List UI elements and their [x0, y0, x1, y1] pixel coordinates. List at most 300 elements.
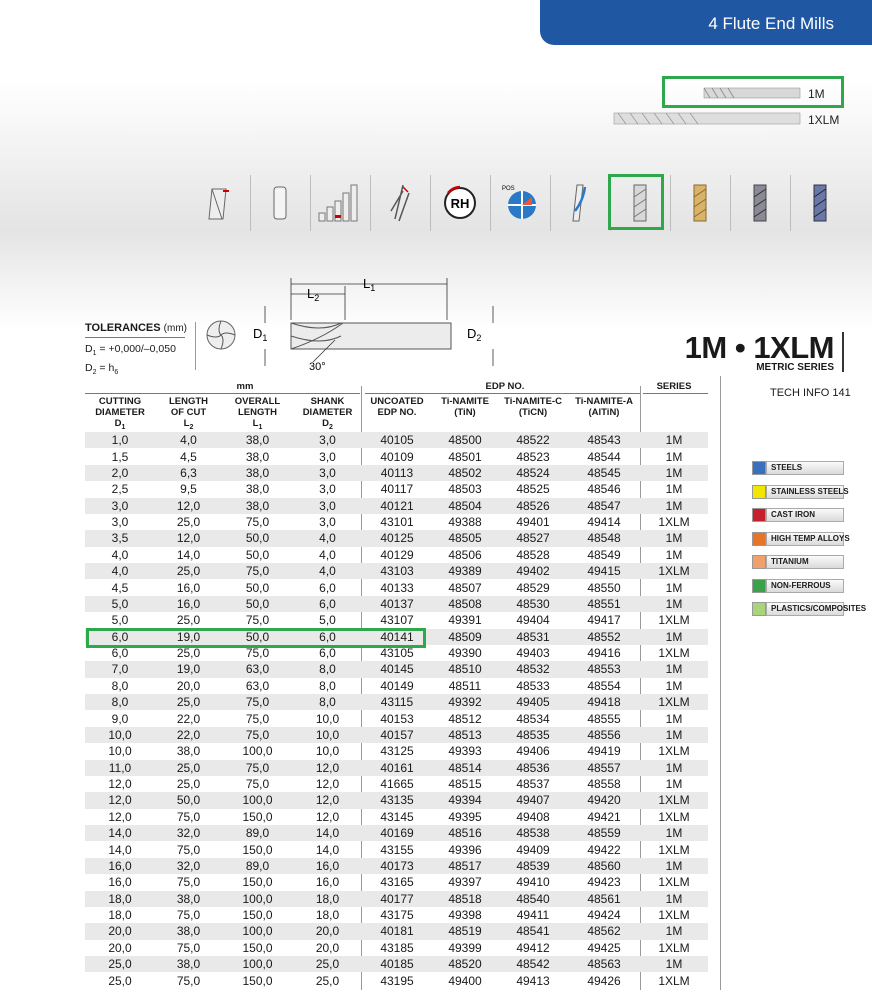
table-cell: 1M	[640, 432, 708, 448]
table-row	[85, 612, 708, 628]
table-cell: 49406	[516, 744, 550, 759]
table-row	[85, 743, 708, 759]
table-cell: 48550	[587, 580, 621, 595]
table-row	[85, 678, 708, 694]
table-cell: 40121	[362, 498, 432, 514]
table-cell: 49423	[587, 875, 621, 890]
table-cell: 50,0	[245, 580, 270, 595]
table-cell: 49417	[587, 613, 621, 628]
table-row	[85, 858, 708, 874]
tool-dimension-diagram	[195, 270, 525, 375]
table-row	[85, 481, 708, 497]
table-cell: 11,0	[85, 760, 155, 776]
table-cell: 49392	[432, 694, 498, 710]
table-cell: 1XLM	[658, 646, 690, 661]
table-row	[85, 907, 708, 923]
table-cell: 48515	[448, 777, 482, 792]
table-cell: 38,0	[155, 923, 222, 939]
table-cell: 1XLM	[658, 940, 690, 955]
table-row	[85, 448, 708, 464]
table-cell: 48547	[568, 498, 640, 514]
table-cell: 48506	[448, 547, 482, 562]
table-cell: 49425	[587, 940, 621, 955]
column-header: OVERALL LENGTH $L_1$	[234, 396, 281, 431]
table-cell: 1M	[665, 678, 683, 693]
column-header: Ti-NAMITE (TiN)	[441, 396, 489, 418]
tolerances-title: TOLERANCES (mm)	[85, 322, 187, 334]
table-row	[85, 825, 708, 841]
table-cell: 43175	[380, 908, 414, 923]
table-cell: 48545	[568, 465, 640, 481]
table-cell: 40153	[380, 711, 414, 726]
table-cell: 48539	[498, 858, 568, 874]
legend-label: HIGH TEMP ALLOYS	[766, 532, 844, 546]
legend-swatch	[752, 485, 766, 499]
table-cell: 48502	[432, 465, 498, 481]
group-mm: mm	[236, 381, 254, 392]
table-cell: 38,0	[155, 891, 222, 907]
table-cell: 49426	[587, 973, 621, 988]
table-row	[85, 694, 708, 710]
table-cell: 48533	[516, 678, 550, 693]
table-cell: 49404	[516, 613, 550, 628]
four-flute-end-view-icon	[204, 318, 238, 352]
table-cell: 1M	[665, 482, 683, 497]
table-cell: 1M	[640, 661, 708, 677]
table-cell: 1XLM	[640, 694, 708, 710]
table-cell: 20,0	[315, 940, 340, 955]
table-cell: 49402	[498, 563, 568, 579]
table-cell: 49409	[516, 842, 550, 857]
legend-swatch	[752, 555, 766, 569]
table-cell: 20,0	[293, 923, 362, 939]
table-cell: 50,0	[222, 596, 293, 612]
table-cell: 8,0	[293, 694, 362, 710]
table-cell: 48548	[568, 530, 640, 546]
table-cell: 8,0	[111, 678, 129, 693]
table-cell: 48560	[568, 858, 640, 874]
table-cell: 48532	[498, 661, 568, 677]
table-cell: 48518	[432, 891, 498, 907]
table-cell: 1M	[640, 825, 708, 841]
table-cell: 12,0	[293, 760, 362, 776]
table-cell: 48503	[448, 482, 482, 497]
table-cell: 49400	[448, 973, 482, 988]
table-cell: 38,0	[222, 432, 293, 448]
table-cell: 75,0	[176, 875, 201, 890]
table-cell: 48535	[498, 727, 568, 743]
table-cell: 40173	[362, 858, 432, 874]
column-header: LENGTH OF CUT $L_2$	[168, 396, 209, 431]
table-cell: 48541	[498, 923, 568, 939]
table-cell: 48527	[498, 530, 568, 546]
table-cell: 3,0	[319, 449, 336, 464]
table-row	[85, 923, 708, 939]
edp-rule	[365, 393, 640, 394]
table-cell: 49395	[448, 809, 482, 824]
table-cell: 48507	[448, 580, 482, 595]
right-hand-icon	[430, 175, 488, 231]
table-cell: 6,0	[85, 629, 155, 645]
legend-swatch	[752, 508, 766, 522]
table-cell: 20,0	[176, 678, 201, 693]
table-cell: 25,0	[176, 515, 201, 530]
table-cell: 48538	[498, 825, 568, 841]
table-cell: 32,0	[155, 825, 222, 841]
table-row	[85, 563, 708, 579]
table-cell: 4,0	[155, 432, 222, 448]
table-cell: 49398	[448, 908, 482, 923]
table-cell: 3,0	[111, 515, 129, 530]
table-cell: 150,0	[242, 875, 273, 890]
table-cell: 40145	[362, 661, 432, 677]
table-cell: 18,0	[85, 891, 155, 907]
table-cell: 48508	[432, 596, 498, 612]
table-cell: 16,0	[155, 596, 222, 612]
table-cell: 150,0	[242, 842, 273, 857]
table-cell: 6,0	[319, 646, 336, 661]
table-cell: 63,0	[245, 678, 270, 693]
table-cell: 48525	[516, 482, 550, 497]
table-cell: 48543	[568, 432, 640, 448]
table-cell: 50,0	[155, 792, 222, 808]
table-row	[85, 710, 708, 726]
table-cell: 48536	[498, 760, 568, 776]
table-cell: 48505	[432, 530, 498, 546]
table-row	[85, 940, 708, 956]
table-cell: 49424	[587, 908, 621, 923]
table-cell: 75,0	[245, 777, 270, 792]
table-cell: 48554	[587, 678, 621, 693]
table-cell: 49397	[448, 875, 482, 890]
table-cell: 48500	[432, 432, 498, 448]
table-cell: 49422	[587, 842, 621, 857]
table-cell: 48514	[432, 760, 498, 776]
table-cell: 16,0	[315, 875, 340, 890]
table-cell: 1M	[640, 956, 708, 972]
column-header: Ti-NAMITE-A (AlTiN)	[575, 396, 633, 418]
table-cell: 43125	[380, 744, 414, 759]
table-cell: 49414	[587, 515, 621, 530]
d1-label: $D_1$	[253, 326, 268, 343]
table-cell: 48557	[568, 760, 640, 776]
table-cell: 38,0	[155, 956, 222, 972]
table-cell: 25,0	[176, 777, 201, 792]
legend-label: STEELS	[766, 461, 844, 475]
table-cell: 75,0	[245, 515, 270, 530]
coated-mill-icon	[550, 175, 608, 231]
table-cell: 89,0	[222, 825, 293, 841]
mm-rule	[85, 393, 360, 394]
table-cell: 3,0	[319, 515, 336, 530]
table-cell: 75,0	[245, 613, 270, 628]
table-cell: 16,0	[176, 580, 201, 595]
table-cell: 16,0	[85, 858, 155, 874]
table-cell: 38,0	[245, 449, 270, 464]
table-cell: 12,0	[315, 777, 340, 792]
selected-icon-highlight	[608, 174, 664, 230]
table-cell: 1M	[640, 596, 708, 612]
table-cell: 100,0	[222, 923, 293, 939]
table-cell: 48520	[432, 956, 498, 972]
table-cell: 4,0	[85, 563, 155, 579]
table-cell: 1XLM	[658, 809, 690, 824]
table-cell: 16,0	[293, 858, 362, 874]
table-cell: 25,0	[155, 760, 222, 776]
table-cell: 43165	[380, 875, 414, 890]
table-cell: 8,0	[319, 678, 336, 693]
table-cell: 9,5	[180, 482, 197, 497]
column-header: Ti-NAMITE-C (TiCN)	[504, 396, 562, 418]
table-cell: 20,0	[85, 923, 155, 939]
table-cell: 75,0	[245, 711, 270, 726]
table-row	[85, 465, 708, 481]
table-cell: 1XLM	[658, 613, 690, 628]
table-cell: 14,0	[315, 842, 340, 857]
table-cell: 48529	[516, 580, 550, 595]
table-cell: 16,0	[108, 875, 132, 890]
legend-label: CAST IRON	[766, 508, 844, 522]
table-cell: 3,0	[293, 498, 362, 514]
table-cell: 75,0	[176, 809, 201, 824]
column-header: UNCOATED EDP NO.	[370, 396, 424, 418]
table-cell: 48540	[498, 891, 568, 907]
table-cell: 49390	[448, 646, 482, 661]
table-cell: 10,0	[293, 727, 362, 743]
table-cell: 1XLM	[658, 842, 690, 857]
table-cell: 6,3	[155, 465, 222, 481]
table-cell: 49419	[587, 744, 621, 759]
table-cell: 100,0	[222, 956, 293, 972]
group-series: SERIES	[656, 381, 692, 392]
table-cell: 6,0	[111, 646, 129, 661]
table-cell: 12,0	[315, 809, 340, 824]
product-title: 1M • 1XLM	[684, 330, 834, 365]
table-cell: 48556	[568, 727, 640, 743]
legend-swatch	[752, 532, 766, 546]
table-cell: 4,5	[180, 449, 197, 464]
selected-row-highlight	[86, 628, 426, 648]
table-cell: 1M	[640, 858, 708, 874]
table-cell: 38,0	[245, 482, 270, 497]
table-cell: 48537	[516, 777, 550, 792]
table-cell: 48522	[498, 432, 568, 448]
table-cell: 12,0	[155, 498, 222, 514]
table-row	[85, 972, 708, 988]
table-cell: 40177	[362, 891, 432, 907]
series-label-1m: 1M	[808, 87, 825, 101]
table-cell: 49416	[587, 646, 621, 661]
table-cell: 48510	[432, 661, 498, 677]
table-cell: 49403	[516, 646, 550, 661]
table-cell: 49396	[448, 842, 482, 857]
table-cell: 1M	[640, 727, 708, 743]
table-cell: 40185	[362, 956, 432, 972]
table-cell: 1M	[640, 498, 708, 514]
table-cell: 75,0	[222, 694, 293, 710]
table-cell: 19,0	[155, 629, 222, 645]
table-cell: 3,0	[293, 432, 362, 448]
table-cell: 48523	[516, 449, 550, 464]
tolerances-block	[85, 322, 187, 376]
table-cell: 25,0	[85, 956, 155, 972]
table-cell: 38,0	[222, 498, 293, 514]
table-cell: 1M	[665, 580, 683, 595]
table-cell: 18,0	[108, 908, 132, 923]
table-cell: 75,0	[176, 842, 201, 857]
table-cell: 48531	[498, 629, 568, 645]
table-cell: 5,0	[85, 596, 155, 612]
table-cell: 1XLM	[658, 875, 690, 890]
table-cell: 50,0	[245, 547, 270, 562]
table-cell: 48509	[432, 629, 498, 645]
table-cell: 43185	[380, 940, 414, 955]
table-cell: 1M	[665, 711, 683, 726]
table-cell: 1M	[665, 777, 683, 792]
series-tool-images	[0, 0, 872, 140]
l1-label: $L_1$	[363, 276, 376, 293]
table-cell: 25,0	[293, 956, 362, 972]
table-cell: 48519	[432, 923, 498, 939]
table-cell: 40181	[362, 923, 432, 939]
table-cell: 1M	[640, 465, 708, 481]
table-cell: 48551	[568, 596, 640, 612]
table-cell: 48552	[568, 629, 640, 645]
helix-icon	[370, 175, 428, 231]
pos-globe-icon	[490, 175, 548, 231]
table-cell: 3,0	[293, 465, 362, 481]
table-cell: 12,0	[155, 530, 222, 546]
table-cell: 1XLM	[640, 563, 708, 579]
table-cell: 40149	[380, 678, 414, 693]
table-cell: 4,0	[293, 530, 362, 546]
table-cell: 10,0	[108, 744, 132, 759]
table-cell: 6,0	[293, 596, 362, 612]
table-cell: 150,0	[242, 908, 273, 923]
table-cell: 43195	[380, 973, 414, 988]
table-cell: 75,0	[176, 908, 201, 923]
legend-label: TITANIUM	[766, 555, 844, 569]
table-cell: 3,0	[85, 498, 155, 514]
table-cell: 8,0	[293, 661, 362, 677]
table-cell: 25,0	[155, 694, 222, 710]
table-cell: 48504	[432, 498, 498, 514]
table-cell: 1XLM	[658, 973, 690, 988]
short-mill-image	[704, 88, 800, 98]
table-cell: 41665	[380, 777, 414, 792]
table-cell: 5,0	[319, 613, 336, 628]
table-cell: 32,0	[155, 858, 222, 874]
table-cell: 18,0	[315, 908, 340, 923]
table-cell: 48517	[432, 858, 498, 874]
table-row	[85, 579, 708, 595]
table-cell: 40133	[380, 580, 414, 595]
rh-text: RH	[450, 196, 469, 211]
table-cell: 40117	[380, 482, 414, 497]
table-cell: 48555	[587, 711, 621, 726]
table-row	[85, 547, 708, 563]
tolerance-d2: $D_2 = h_6$	[85, 362, 119, 377]
table-cell: 6,0	[293, 629, 362, 645]
table-cell: 1,5	[111, 449, 129, 464]
table-cell: 12,0	[85, 792, 155, 808]
table-cell: 43101	[380, 515, 414, 530]
series-label-1xlm: 1XLM	[808, 113, 840, 127]
table-cell: 48562	[568, 923, 640, 939]
table-cell: 43135	[362, 792, 432, 808]
table-cell: 50,0	[222, 530, 293, 546]
ticn-mill-icon	[730, 175, 788, 231]
table-cell: 1M	[640, 760, 708, 776]
table-cell: 49421	[587, 809, 621, 824]
table-cell: 1M	[640, 629, 708, 645]
table-cell: 43105	[380, 646, 414, 661]
table-cell: 40137	[362, 596, 432, 612]
table-cell: 48542	[498, 956, 568, 972]
d2-label: $D_2$	[467, 326, 482, 343]
table-cell: 48526	[498, 498, 568, 514]
table-cell: 40105	[362, 432, 432, 448]
table-cell: 48558	[587, 777, 621, 792]
table-cell: 49420	[568, 792, 640, 808]
table-cell: 5,0	[111, 613, 129, 628]
table-cell: 40113	[362, 465, 432, 481]
legend-swatch	[752, 579, 766, 593]
table-cell: 2,0	[85, 465, 155, 481]
table-cell: 3,5	[85, 530, 155, 546]
table-cell: 8,0	[85, 694, 155, 710]
tin-mill-icon	[670, 175, 728, 231]
table-cell: 49394	[432, 792, 498, 808]
table-cell: 19,0	[155, 661, 222, 677]
table-cell: 100,0	[222, 891, 293, 907]
table-cell: 49391	[448, 613, 482, 628]
table-cell: 63,0	[222, 661, 293, 677]
product-table	[85, 432, 708, 989]
table-cell: 14,0	[108, 842, 132, 857]
table-cell: 1,0	[85, 432, 155, 448]
table-cell: 40129	[380, 547, 414, 562]
length-series-icon	[310, 175, 368, 231]
table-cell: 48534	[516, 711, 550, 726]
tolerance-d1: $D_1 = +0,000/-0,050$	[85, 343, 176, 358]
table-cell: 40169	[362, 825, 432, 841]
table-cell: 49399	[448, 940, 482, 955]
angle-label: 30°	[309, 361, 326, 373]
table-cell: 25,0	[176, 646, 201, 661]
table-cell: 43155	[380, 842, 414, 857]
table-cell: 40109	[380, 449, 414, 464]
table-cell: 43115	[362, 694, 432, 710]
table-cell: 48516	[432, 825, 498, 841]
table-cell: 48546	[587, 482, 621, 497]
table-cell: 100,0	[242, 744, 273, 759]
table-cell: 75,0	[222, 727, 293, 743]
table-cell: 20,0	[108, 940, 132, 955]
table-cell: 4,0	[111, 547, 129, 562]
table-cell: 1M	[665, 547, 683, 562]
table-cell: 49389	[432, 563, 498, 579]
table-cell: 43103	[362, 563, 432, 579]
legend-label: STAINLESS STEELS	[766, 485, 844, 499]
altin-mill-icon	[790, 175, 848, 231]
column-header: CUTTING DIAMETER $D_1$	[95, 396, 145, 431]
table-cell: 12,0	[293, 792, 362, 808]
table-cell: 75,0	[245, 646, 270, 661]
table-cell: 1M	[640, 923, 708, 939]
table-cell: 48553	[568, 661, 640, 677]
table-cell: 38,0	[222, 465, 293, 481]
